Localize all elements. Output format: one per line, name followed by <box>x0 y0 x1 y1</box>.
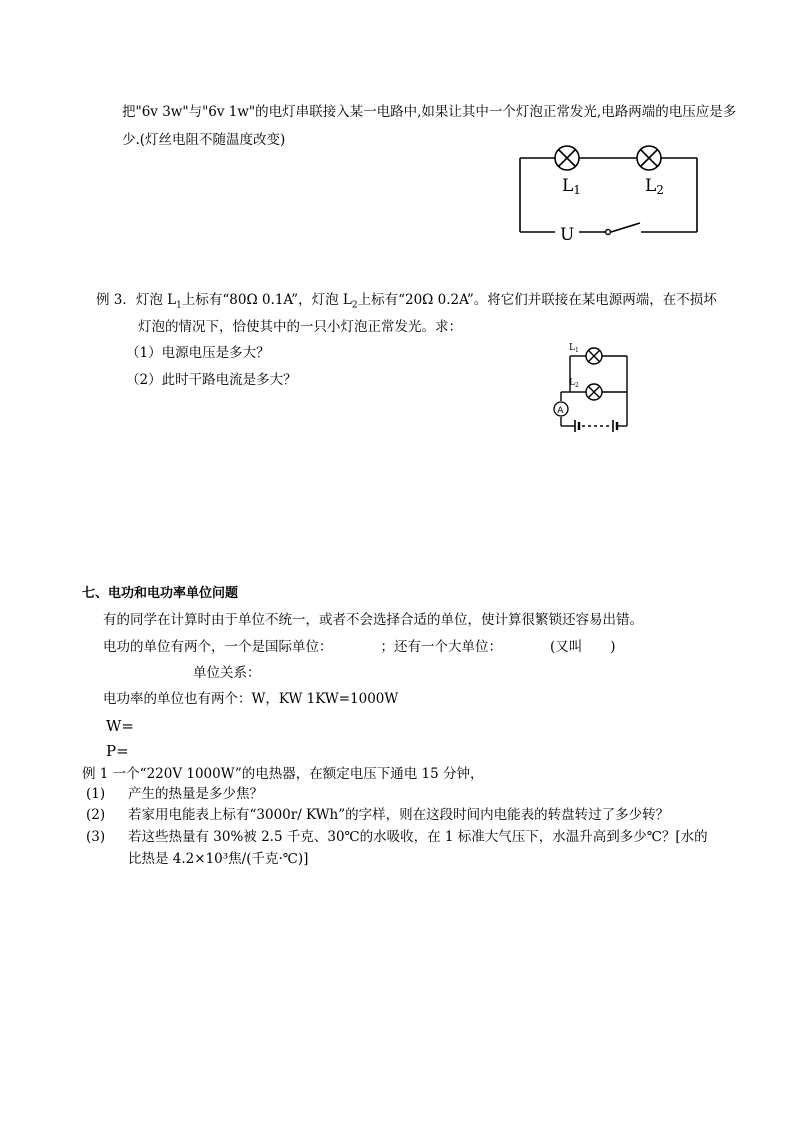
lamp-l2-icon <box>586 384 602 400</box>
section-paragraph-4: 电功率的单位也有两个：W，KW 1KW=1000W <box>103 691 399 707</box>
label-l1: $L_1$ <box>569 343 579 354</box>
label-l1: L1 <box>562 176 581 197</box>
unit-relation-label: 单位关系： <box>193 665 261 681</box>
example3-line2: 灯泡的情况下，恰使其中的一只小灯泡正常发光。求： <box>138 319 462 335</box>
problem-text-line1: 把"6v 3w"与"6v 1w"的电灯串联接入某一电路中,如果让其中一个灯泡正常发光,电路两端的电压应是多 <box>122 104 737 120</box>
work-formula: W= <box>106 717 134 735</box>
section-paragraph-1: 有的同学在计算时由于单位不统一，或者不会选择合适的单位，使计算很繁锁还容易出错。 <box>103 612 643 628</box>
label-u: U <box>560 225 575 245</box>
example1-q2-number: (2) <box>86 807 106 823</box>
label-l2: L2 <box>645 176 664 197</box>
example3-question2: （2）此时干路电流是多大？ <box>126 372 297 388</box>
example1-q1: 产生的热量是多少焦？ <box>128 786 263 802</box>
lamp-l2-icon <box>637 146 661 170</box>
example1-q3-number: (3) <box>86 829 106 845</box>
lamp-l1-icon <box>555 146 579 170</box>
ammeter-icon <box>554 402 568 416</box>
example3-question1: （1）电源电压是多大？ <box>126 345 270 361</box>
section-paragraph-2: 电功的单位有两个，一个是国际单位： ；还有一个大单位： (又叫 ) <box>103 639 616 655</box>
series-circuit-diagram <box>515 140 715 250</box>
example1-intro: 例 1 一个“220V 1000W”的电热器，在额定电压下通电 15 分钟， <box>82 766 484 782</box>
svg-text:A: A <box>557 406 564 416</box>
power-formula: P= <box>106 742 129 760</box>
section-title: 七、电功和电功率单位问题 <box>82 586 239 601</box>
example1-q1-number: (1) <box>86 786 106 802</box>
switch-icon <box>606 230 611 235</box>
parallel-circuit-diagram <box>552 342 632 437</box>
example3-line1: 例 3．灯泡 $L_1$上标有“80Ω 0.1A”，灯泡 $L_2$上标有“20Ω 0.2A”。将它们并联接在某电源两端，在不损坏 <box>96 292 717 311</box>
problem-text-line2: 少.(灯丝电阻不随温度改变) <box>122 132 286 148</box>
example1-q3-line1: 若这些热量有 30%被 2.5 千克、30℃的水吸收，在 1 标准大气压下，水温升高到多少℃？[水的 <box>128 829 708 845</box>
example1-q3-line2: 比热是 4.2×10³焦/(千克·℃)] <box>128 851 309 867</box>
lamp-l1-icon <box>586 348 602 364</box>
example1-q2: 若家用电能表上标有“3000r/ KWh”的字样，则在这段时间内电能表的转盘转过了多少转？ <box>128 807 670 823</box>
label-l2: $L_2$ <box>569 378 579 389</box>
